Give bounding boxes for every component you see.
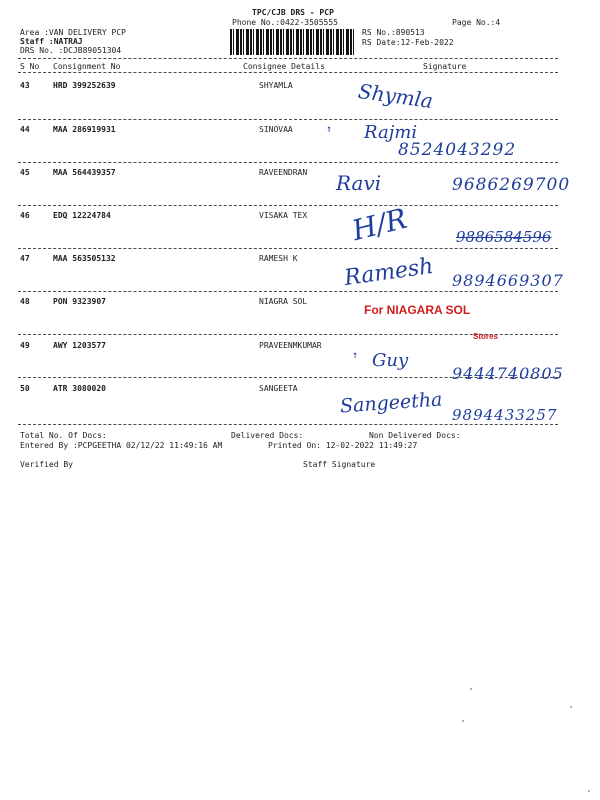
row-consignment-no: HRD 399252639 [53,81,116,90]
handwritten-signature: Ramesh [342,253,435,292]
company-stamp-subtext: Stores [473,332,498,341]
row-sno: 47 [20,254,30,263]
column-header-divider [18,72,558,73]
row-consignee: RAMESH K [259,254,298,263]
row-divider [18,291,558,292]
handwritten-phone: 9886584596 [456,228,552,246]
handwritten-signature: Rajmi [364,122,418,143]
row-divider [18,424,558,425]
entered-by: Entered By :PCPGEETHA 02/12/22 11:49:16 AM [20,441,223,450]
row-consignee: SHYAMLA [259,81,293,90]
printed-on: Printed On: 12-02-2022 11:49:27 [268,441,418,450]
scan-artifact [588,790,590,792]
row-consignee: SANGEETA [259,384,298,393]
scan-artifact [462,720,464,722]
row-consignee: PRAVEENMKUMAR [259,341,322,350]
scan-artifact [470,688,472,690]
row-consignment-no: ATR 3080020 [53,384,106,393]
row-consignee: RAVEENDRAN [259,168,308,177]
rs-number: RS No.:890513 [362,28,425,37]
row-consignment-no: AWY 1203577 [53,341,106,350]
staff-signature-label: Staff Signature [303,460,376,469]
row-sno: 46 [20,211,30,220]
column-header-signature: Signature [423,62,467,71]
row-divider [18,162,558,163]
column-header-consignee: Consignee Details [243,62,325,71]
handwritten-signature: Ravi [336,171,382,195]
scan-artifact [570,706,572,708]
handwritten-phone: 9686269700 [452,175,571,195]
non-delivered-docs-label: Non Delivered Docs: [369,431,461,440]
row-consignee: NIAGRA SOL [259,297,308,306]
phone-number: Phone No.:0422-3505555 [232,18,338,27]
delivered-docs-label: Delivered Docs: [231,431,304,440]
handwritten-phone: 8524043292 [398,140,517,160]
area-label: Area :VAN DELIVERY PCP [20,28,126,37]
row-consignment-no: MAA 286919931 [53,125,116,134]
row-consignment-no: MAA 564439357 [53,168,116,177]
rs-date: RS Date:12-Feb-2022 [362,38,454,47]
row-consignment-no: PON 9323907 [53,297,106,306]
handwritten-signature: Guy [372,350,409,371]
row-consignment-no: MAA 563505132 [53,254,116,263]
drs-number: DRS No. :DCJB89051304 [20,46,122,55]
handwritten-phone: 9444740805 [452,364,564,383]
row-sno: 44 [20,125,30,134]
page-number: Page No.:4 [452,18,501,27]
staff-label: Staff :NATRAJ [20,37,83,46]
header-divider [18,58,558,59]
column-header-consignment: Consignment No [53,62,121,71]
verified-by-label: Verified By [20,460,73,469]
barcode-image [230,29,354,55]
handwritten-phone: 9894433257 [452,406,558,424]
row-sno: 43 [20,81,30,90]
row-divider [18,248,558,249]
handwritten-phone: 9894669307 [452,271,564,290]
row-sno: 45 [20,168,30,177]
tick-mark-icon: ↑ [326,124,333,135]
handwritten-signature: H/R [348,201,411,248]
report-title: TPC/CJB DRS - PCP [252,8,334,17]
row-divider [18,119,558,120]
row-consignee: VISAKA TEX [259,211,308,220]
row-sno: 49 [20,341,30,350]
row-consignment-no: EDQ 12224784 [53,211,111,220]
tick-mark-icon: ↑ [352,350,359,361]
handwritten-signature: Shymla [356,78,435,114]
company-stamp: For NIAGARA SOL [364,303,471,317]
row-sno: 50 [20,384,30,393]
column-header-sno: S No [20,62,40,71]
total-docs-label: Total No. Of Docs: [20,431,107,440]
row-sno: 48 [20,297,30,306]
row-divider [18,205,558,206]
handwritten-signature: Sangeetha [339,388,444,418]
row-consignee: SINOVAA [259,125,293,134]
